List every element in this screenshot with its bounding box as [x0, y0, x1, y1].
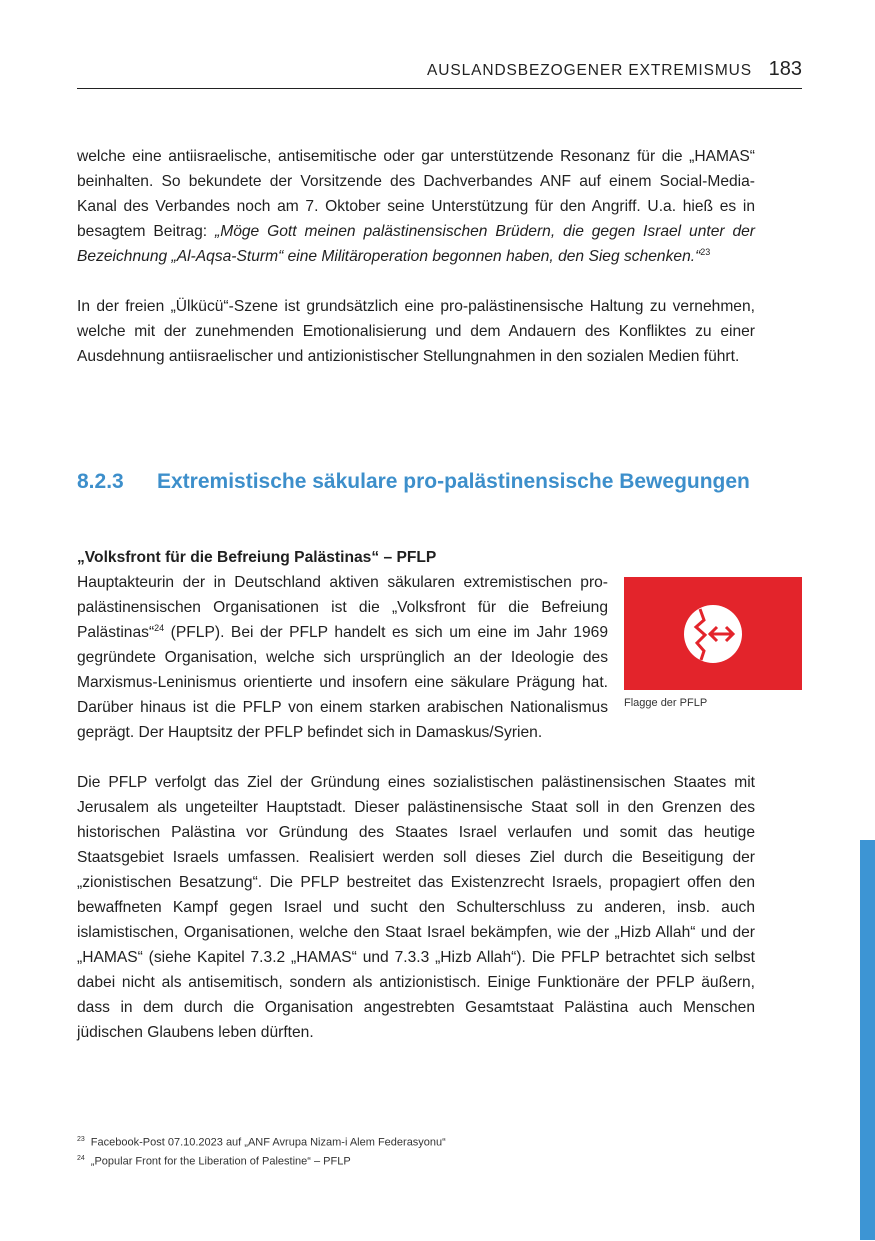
- footnote-ref-24[interactable]: 24: [154, 622, 165, 633]
- pflp-emblem-icon: [624, 577, 802, 690]
- body-text: [77, 144, 755, 369]
- pflp-flag-image: [624, 577, 802, 690]
- footnote-23: [77, 1132, 755, 1151]
- footnote-number: 23: [77, 1136, 85, 1143]
- page-number: 183: [768, 58, 802, 80]
- footnote-24: [77, 1151, 755, 1170]
- pflp-flag-figure: [624, 577, 802, 710]
- footnote-number: 24: [77, 1154, 85, 1162]
- chapter-side-tab: [860, 840, 875, 1240]
- footnote-ref-23[interactable]: 23: [700, 246, 711, 257]
- header-title: AUSLANDSBEZOGENER EXTREMISMUS: [427, 62, 752, 79]
- footnote-text: „Popular Front for the Liberation of Palestine“ – PFLP: [90, 1155, 351, 1168]
- section-title: Extremistische säkulare pro-palästinensische Bewegungen: [157, 470, 750, 493]
- paragraph-anf: [77, 144, 755, 269]
- running-header: [77, 58, 802, 89]
- paragraph-uelkuecue: In der freien „Ülkücü“-Szene ist grundsätzlich eine pro-palästinensische Haltung zu vernehmen, welche mit der zunehmenden Emotionalisierung und dem Andauern des Konfliktes zu einer Ausdehnung antiisraelischer und antizionistischer Stellungnahmen in den sozialen Medien führt.: [77, 298, 755, 365]
- pflp-section: [77, 545, 755, 1045]
- footnotes: [77, 1132, 755, 1169]
- footnote-text: Facebook-Post 07.10.2023 auf „ANF Avrupa Nizam-i Alem Federasyonu“: [90, 1136, 446, 1149]
- pflp-intro-text-b: (PFLP). Bei der PFLP handelt es sich um eine im Jahr 1969 gegründete Organisation, welche sich ursprünglich an der Ideologie des Marxismus-Leninismus orientierte und insofern eine säkulare Prägung hat. Darüber hinaus ist die PFLP von einem starken arabischen Nationalismus geprägt. Der Hauptsitz der PFLP befindet sich in Damaskus/Syrien.: [77, 624, 608, 741]
- paragraph-anf-text: welche eine antiisraelische, antisemitische oder gar unterstützende Resonanz für die „HAMAS“ beinhalten. So bekundete der Vorsitzende des Dachverbandes ANF auf einem Social-Media-Kanal des Verbandes noch am 7. Oktober seine Unterstützung für den Angriff. U.a. hieß es in besagtem Beitrag:: [77, 148, 755, 240]
- pflp-goals-paragraph: Die PFLP verfolgt das Ziel der Gründung eines sozialistischen palästinensischen Staates mit Jerusalem als ungeteilter Hauptstadt. Dieser palästinensische Staat soll in den Grenzen des historischen Palästina vor Gründung des Staates Israel verlaufen und somit das heutige Staatsgebiet Israels umfassen. Realisiert werden soll dieses Ziel durch die Beseitigung der „zionistischen Besatzung“. Die PFLP bestreitet das Existenzrecht Israels, propagiert offen den bewaffneten Kampf gegen Israel und sucht den Schulterschluss zu anderen, insb. auch islamistischen, Organisationen, welche den Staat Israel bekämpfen, wie der „Hizb Allah“ und der „HAMAS“ (siehe Kapitel 7.3.2 „HAMAS“ und 7.3.3 „Hizb Allah“). Die PFLP betrachtet sich selbst dabei nicht als antisemitisch, sondern als antizionistisch. Einige Funktionäre der PFLP äußern, dass in dem durch die Organisation angestrebten Gesamtstaat Palästina auch Menschen jüdischen Glaubens leben dürften.: [77, 774, 755, 1041]
- pflp-intro-text-a: Hauptakteurin der in Deutschland aktiven säkularen extremistischen pro-palästinensischen Organisationen ist die „Volksfront für die Befreiung Palästinas“: [77, 574, 608, 641]
- flag-caption: Flagge der PFLP: [624, 697, 708, 709]
- section-heading: [77, 469, 777, 494]
- section-number: 8.2.3: [77, 470, 124, 493]
- quote-text: „Möge Gott meinen palästinensischen Brüdern, die gegen Israel unter der Bezeichnung „Al-Aqsa-Sturm“ eine Militäroperation begonnen haben, den Sieg schenken.“: [77, 223, 756, 265]
- pflp-subheading: „Volksfront für die Befreiung Palästinas“ – PFLP: [77, 549, 437, 566]
